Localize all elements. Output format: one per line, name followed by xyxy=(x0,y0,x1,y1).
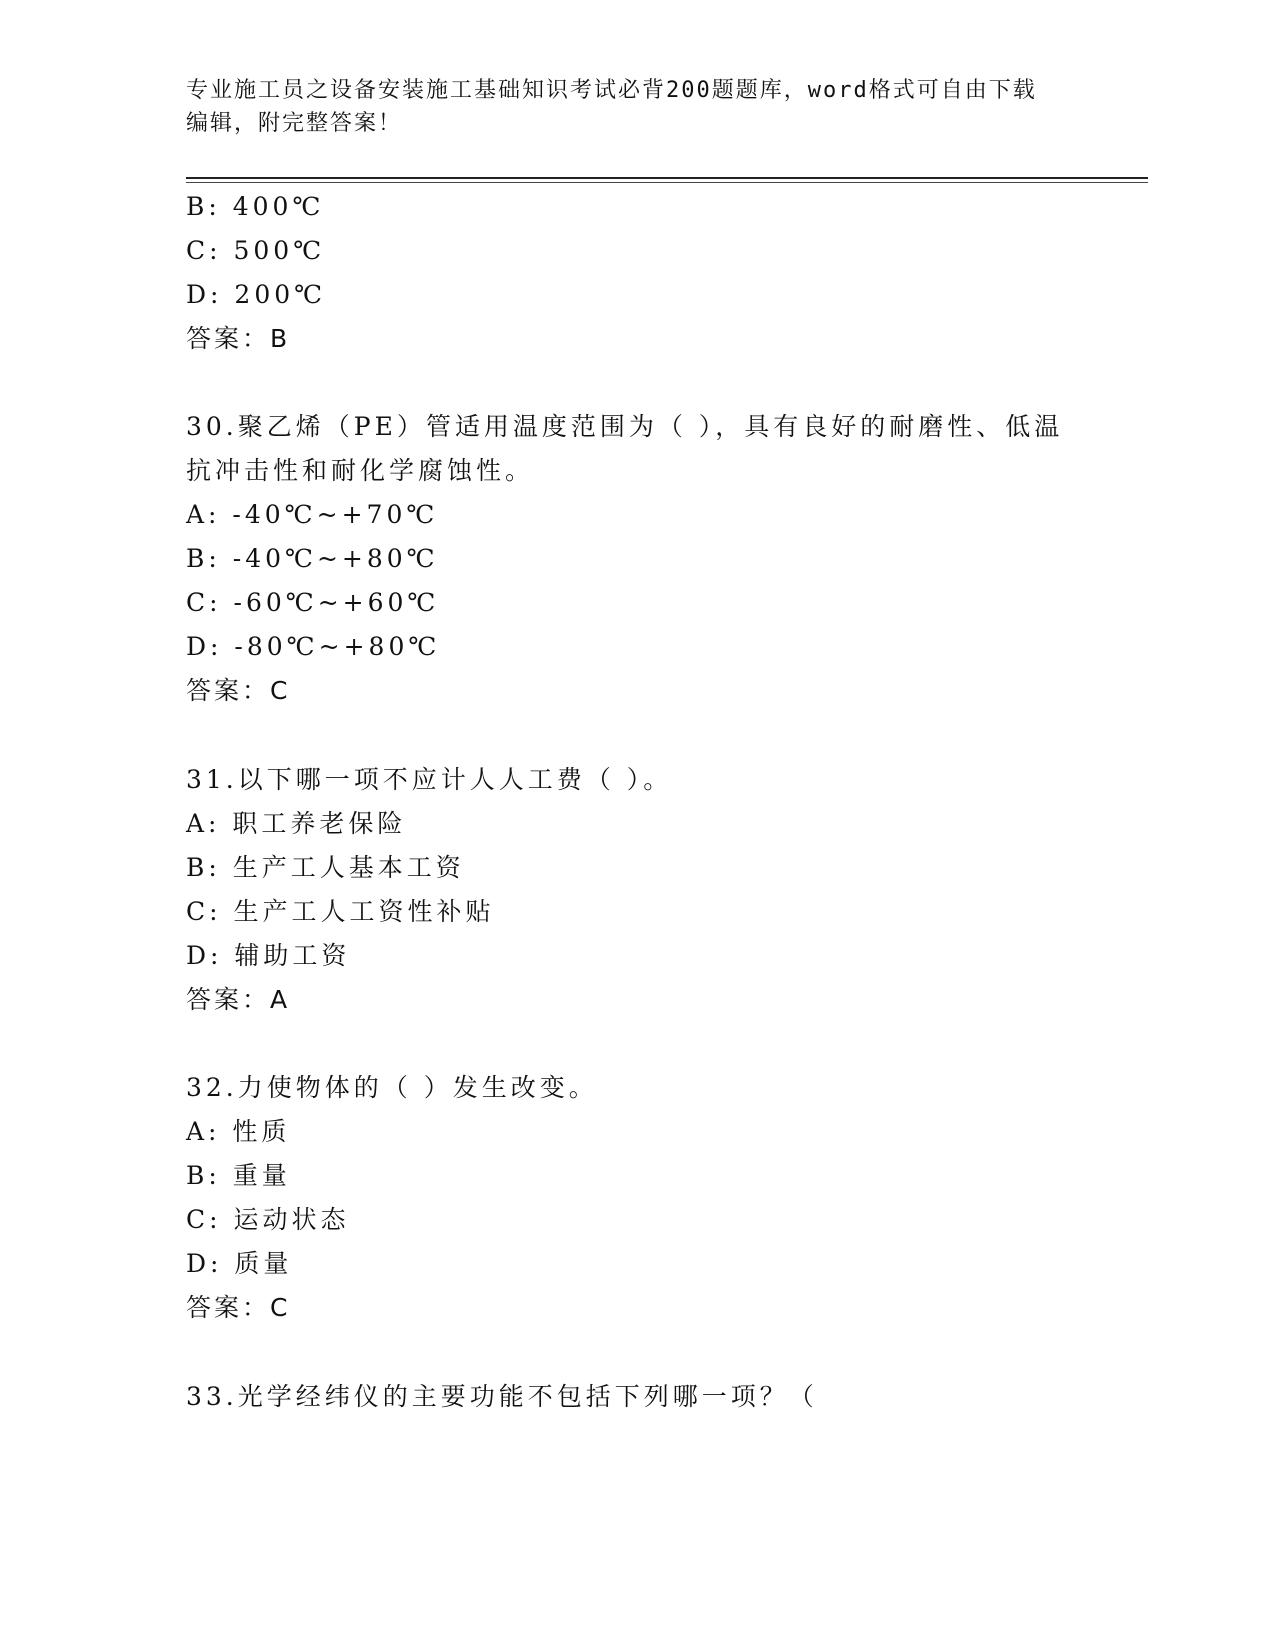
q30-answer: 答案：C xyxy=(186,676,291,705)
q32-option-a: A: 性质 xyxy=(186,1117,291,1146)
q30-stem-line-2: 抗冲击性和耐化学腐蚀性。 xyxy=(186,456,535,485)
q31-option-a: A: 职工养老保险 xyxy=(186,809,407,838)
header-title-line-1: 专业施工员之设备安装施工基础知识考试必背200题题库，word格式可自由下载 xyxy=(186,78,1037,103)
q31-stem: 31.以下哪一项不应计人人工费（ ）。 xyxy=(186,765,673,794)
q32-answer: 答案：C xyxy=(186,1293,291,1322)
q33-stem: 33.光学经纬仪的主要功能不包括下列哪一项？（ xyxy=(186,1382,818,1411)
q29-option-d: D: 200℃ xyxy=(186,280,327,309)
q29-answer: 答案：B xyxy=(186,324,291,353)
header-divider-thick xyxy=(186,177,1148,179)
q30-option-a: A: -40℃~+70℃ xyxy=(186,500,439,529)
q32-option-b: B: 重量 xyxy=(186,1161,291,1190)
q31-answer: 答案：A xyxy=(186,985,291,1014)
header-divider-thin xyxy=(186,182,1148,183)
q30-stem-line-1: 30.聚乙烯（PE）管适用温度范围为（ ），具有良好的耐磨性、低温 xyxy=(186,412,1064,441)
document-header xyxy=(186,74,1086,140)
q31-option-d: D: 辅助工资 xyxy=(186,941,351,970)
q32-option-d: D: 质量 xyxy=(186,1249,293,1278)
q30-option-c: C: -60℃~+60℃ xyxy=(186,588,440,617)
q30-option-b: B: -40℃~+80℃ xyxy=(186,544,439,573)
q30-option-d: D: -80℃~+80℃ xyxy=(186,632,441,661)
q32-stem: 32.力使物体的（ ）发生改变。 xyxy=(186,1073,598,1102)
q31-option-b: B: 生产工人基本工资 xyxy=(186,853,465,882)
header-title-line-2: 编辑，附完整答案！ xyxy=(186,111,403,136)
q32-option-c: C: 运动状态 xyxy=(186,1205,350,1234)
q29-option-b: B: 400℃ xyxy=(186,192,325,221)
q29-option-c: C: 500℃ xyxy=(186,236,326,265)
q31-option-c: C: 生产工人工资性补贴 xyxy=(186,897,495,926)
